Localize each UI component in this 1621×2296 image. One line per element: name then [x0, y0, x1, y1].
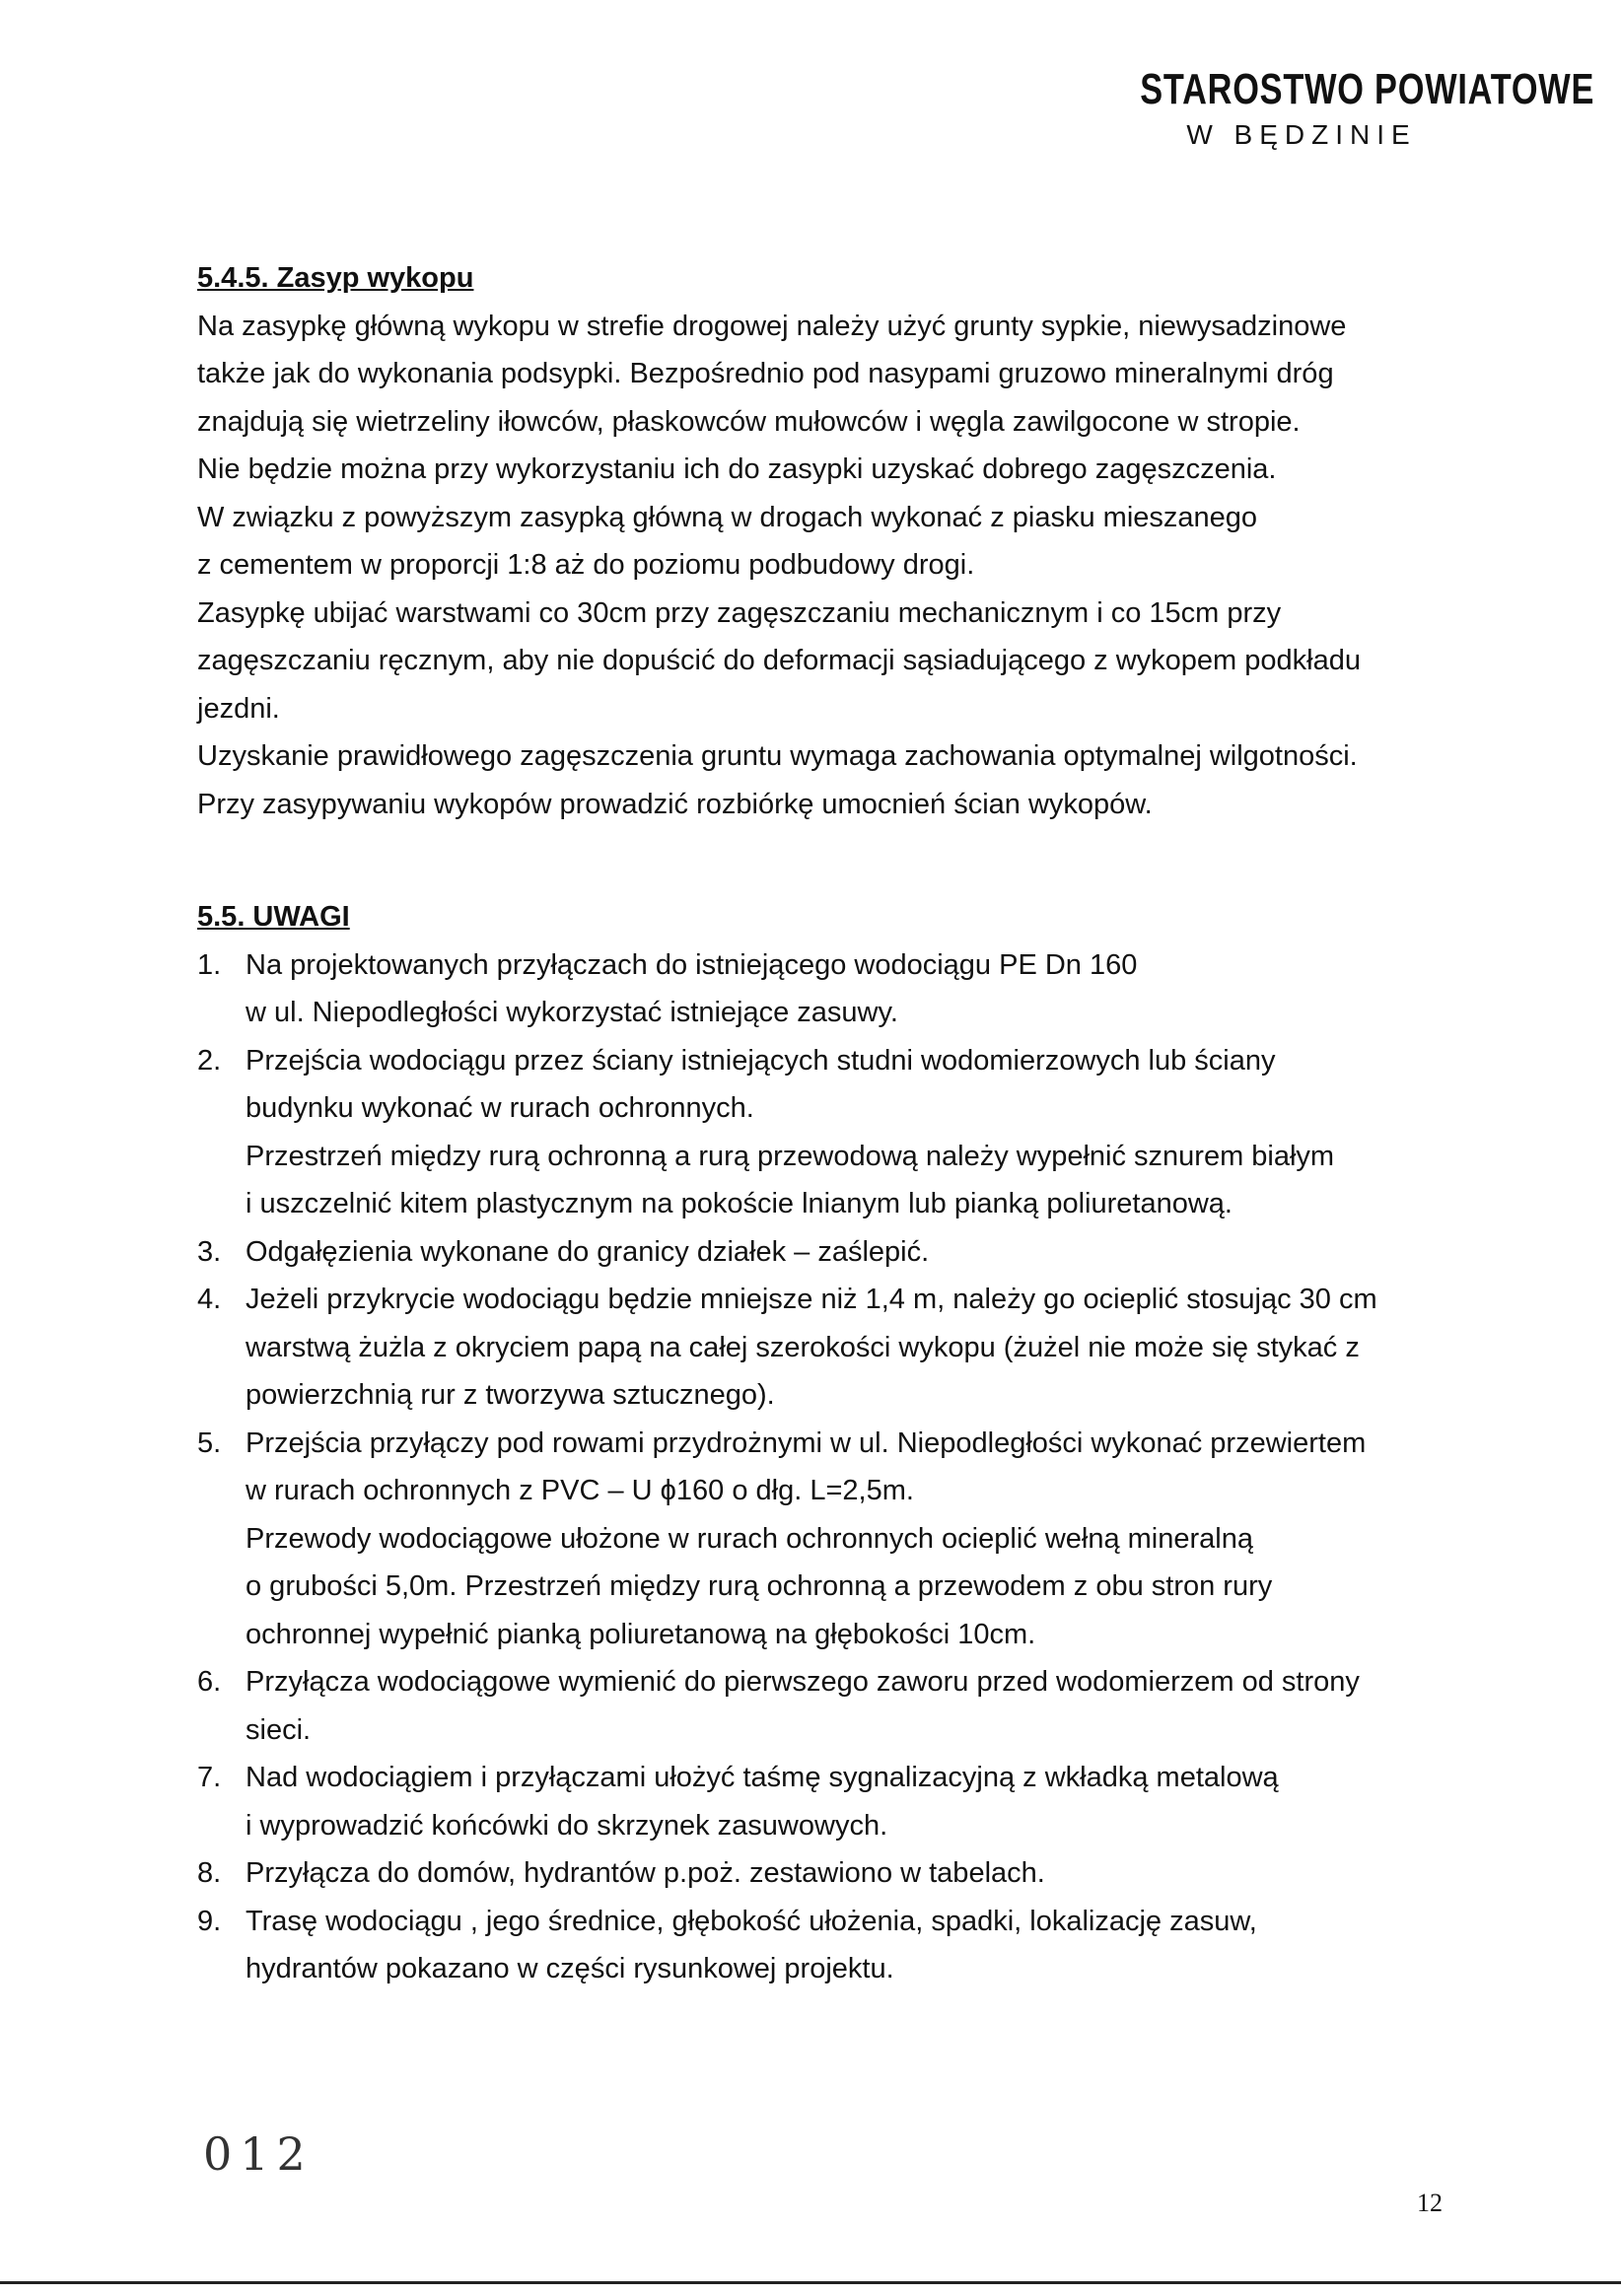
paragraph-line: W związku z powyższym zasypką główną w drogach wykonać z piasku mieszanego — [197, 501, 1258, 533]
document-body — [197, 254, 1459, 1993]
list-item — [197, 1037, 1459, 1228]
paragraph-line: z cementem w proporcji 1:8 aż do poziomu podbudowy drogi. — [197, 549, 975, 581]
list-item-number: 6. — [197, 1666, 222, 1698]
list-item-line: w ul. Niepodległości wykorzystać istniejące zasuwy. — [246, 997, 898, 1028]
list-item — [197, 941, 1459, 1037]
paragraph-line: zagęszczaniu ręcznym, aby nie dopuścić do deformacji sąsiadującego z wykopem podkładu — [197, 645, 1361, 676]
paragraph-line: Na zasypkę główną wykopu w strefie drogowej należy użyć grunty sypkie, niewysadzinowe — [197, 310, 1347, 342]
list-item-line: budynku wykonać w rurach ochronnych. — [246, 1092, 754, 1124]
list-item-line: hydrantów pokazano w części rysunkowej projektu. — [246, 1953, 894, 1984]
scan-bottom-edge — [0, 2281, 1621, 2284]
list-item-line: Na projektowanych przyłączach do istniejącego wodociągu PE Dn 160 — [246, 948, 1138, 981]
list-item-number: 1. — [197, 948, 222, 981]
section-545-heading: 5.4.5. Zasyp wykopu — [197, 262, 474, 294]
list-item-line: Przestrzeń między rurą ochronną a rurą przewodową należy wypełnić sznurem białym — [246, 1140, 1335, 1172]
stamp-title: STAROSTWO POWIATOWE — [1140, 65, 1595, 113]
list-item-line: ochronnej wypełnić pianką poliuretanową na głębokości 10cm. — [246, 1618, 1036, 1650]
list-item — [197, 1658, 1459, 1754]
paragraph-line: także jak do wykonania podsypki. Bezpośrednio pod nasypami gruzowo mineralnymi dróg — [197, 358, 1334, 389]
office-stamp — [1094, 65, 1595, 152]
list-item-number: 7. — [197, 1762, 222, 1793]
list-item — [197, 1228, 1459, 1277]
list-item — [197, 1849, 1459, 1898]
list-item-line: o grubości 5,0m. Przestrzeń między rurą ochronną a przewodem z obu stron rury — [246, 1570, 1273, 1602]
list-item-line: Przewody wodociągowe ułożone w rurach ochronnych ocieplić wełną mineralną — [246, 1522, 1253, 1555]
list-item-line: w rurach ochronnych z PVC – U ϕ160 o dłg. L=2,5m. — [246, 1475, 914, 1506]
paragraph-line: Nie będzie można przy wykorzystaniu ich do zasypki uzyskać dobrego zagęszczenia. — [197, 453, 1277, 485]
list-item-line: sieci. — [246, 1713, 312, 1746]
handwritten-sheet-number: 012 — [203, 2127, 314, 2181]
list-item — [197, 1754, 1459, 1849]
list-item — [197, 1276, 1459, 1420]
paragraph-line: znajdują się wietrzeliny iłowców, płaskowców mułowców i węgla zawilgocone w stropie. — [197, 405, 1301, 438]
list-item — [197, 1420, 1459, 1659]
list-item-line: Trasę wodociągu , jego średnice, głębokość ułożenia, spadki, lokalizację zasuw, — [246, 1905, 1257, 1937]
list-item-line: Jeżeli przykrycie wodociągu będzie mniejsze niż 1,4 m, należy go ocieplić stosując 30 cm — [246, 1284, 1377, 1315]
list-item-number: 3. — [197, 1235, 222, 1268]
list-item-line: powierzchnią rur z tworzywa sztucznego). — [246, 1379, 775, 1411]
list-item-line: Przyłącza do domów, hydrantów p.poż. zestawiono w tabelach. — [246, 1857, 1045, 1889]
list-item-line: Przejścia przyłączy pod rowami przydrożnymi w ul. Niepodległości wykonać przewiertem — [246, 1426, 1367, 1459]
list-item-number: 4. — [197, 1284, 222, 1315]
list-item-number: 2. — [197, 1044, 222, 1077]
list-item-number: 5. — [197, 1426, 222, 1459]
list-item-line: warstwą żużla z okryciem papą na całej szerokości wykopu (żużel nie może się stykać z — [246, 1331, 1360, 1363]
section-55-heading: 5.5. UWAGI — [197, 901, 350, 933]
paragraph-line: Przy zasypywaniu wykopów prowadzić rozbiórkę umocnień ścian wykopów. — [197, 788, 1153, 820]
paragraph-line: jezdni. — [197, 692, 280, 725]
page-number: 12 — [1417, 2189, 1443, 2217]
list-item-line: i wyprowadzić końcówki do skrzynek zasuwowych. — [246, 1809, 888, 1842]
list-item-line: Nad wodociągiem i przyłączami ułożyć taśmę sygnalizacyjną z wkładką metalową — [246, 1762, 1279, 1793]
list-item-line: i uszczelnić kitem plastycznym na pokoście lnianym lub pianką poliuretanową. — [246, 1188, 1233, 1219]
list-item-line: Odgałęzienia wykonane do granicy działek – zaślepić. — [246, 1235, 930, 1268]
list-item — [197, 1898, 1459, 1993]
list-item-line: Przyłącza wodociągowe wymienić do pierwszego zaworu przed wodomierzem od strony — [246, 1666, 1360, 1698]
list-item-number: 9. — [197, 1905, 222, 1937]
paragraph-line: Uzyskanie prawidłowego zagęszczenia gruntu wymaga zachowania optymalnej wilgotności. — [197, 740, 1358, 772]
paragraph-line: Zasypkę ubijać warstwami co 30cm przy zagęszczaniu mechanicznym i co 15cm przy — [197, 596, 1282, 629]
remarks-list — [197, 941, 1459, 1993]
section-545-text — [197, 303, 1459, 829]
stamp-location: W BĘDZINIE — [1186, 119, 1417, 150]
list-item-line: Przejścia wodociągu przez ściany istniejących studni wodomierzowych lub ściany — [246, 1044, 1276, 1077]
list-item-number: 8. — [197, 1857, 222, 1889]
